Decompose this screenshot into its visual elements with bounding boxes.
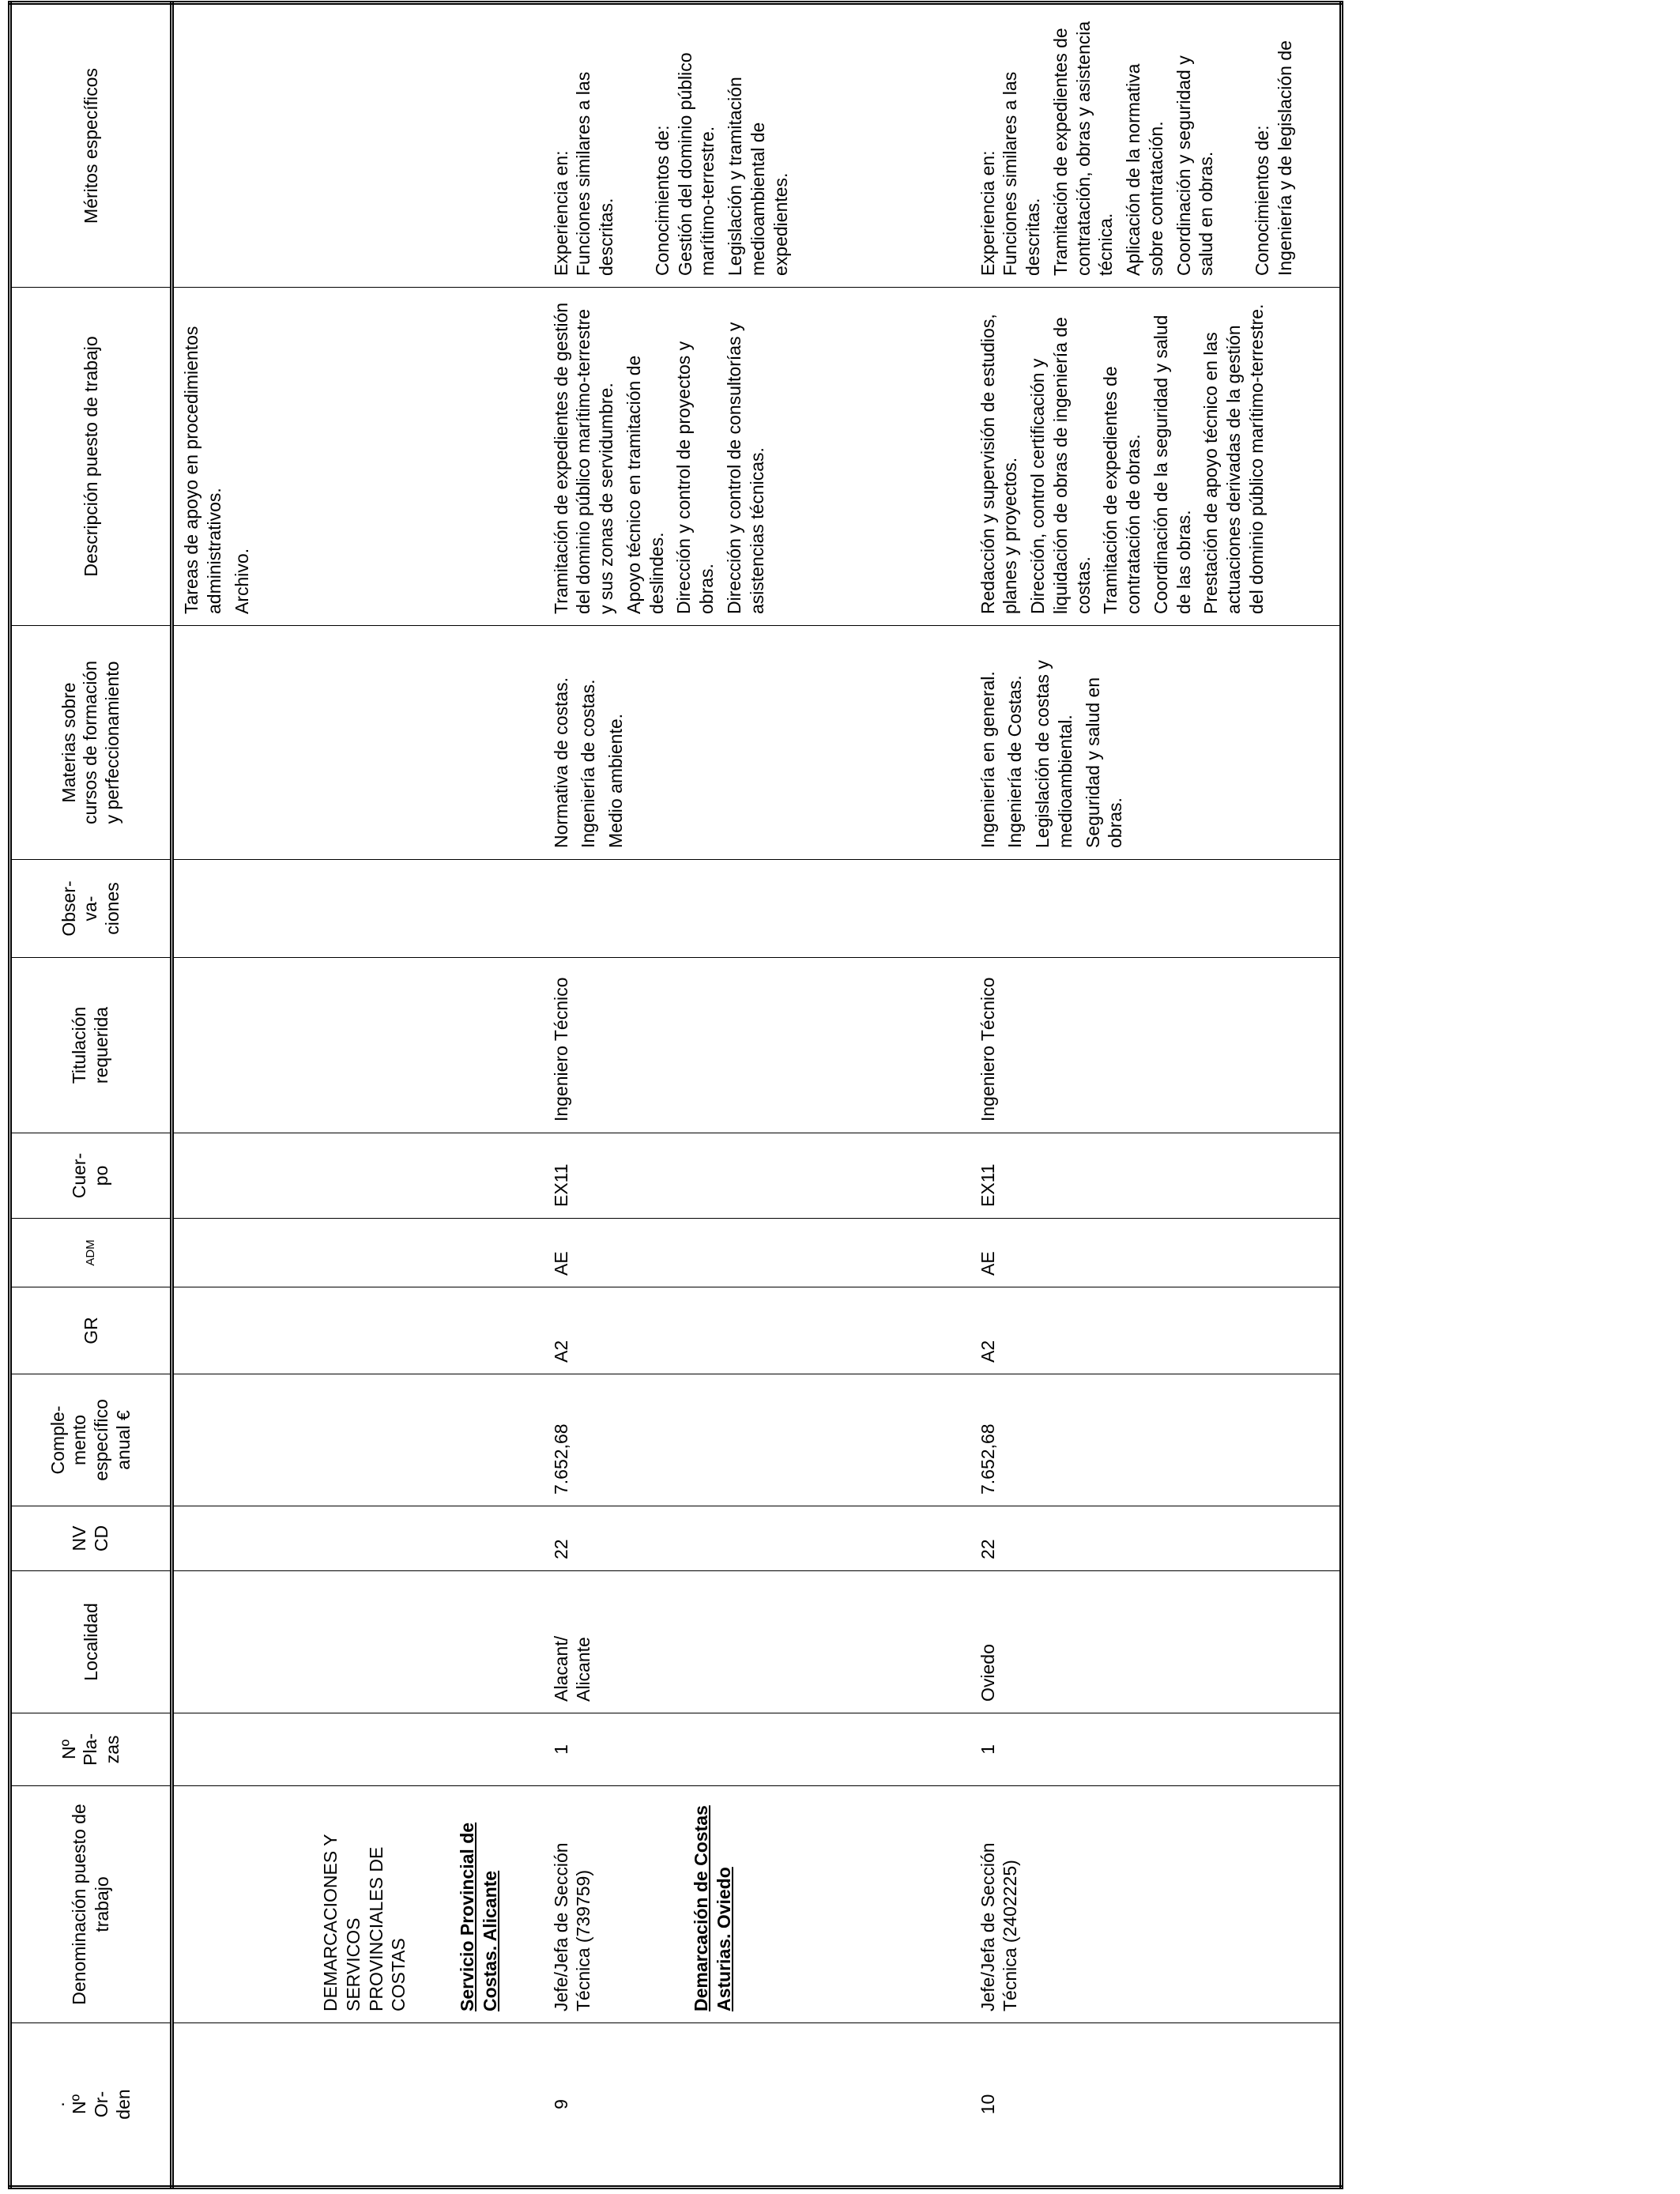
cell-observaciones	[172, 860, 544, 958]
job-positions-table	[8, 1, 1343, 2189]
meritos-con-label: Conocimientos de:	[1252, 125, 1272, 276]
header-cuerpo-line: po	[90, 1165, 111, 1186]
list-item: Tramitación de expedientes de contratación, obras y asistencia técnica.	[1049, 21, 1117, 276]
cell-meritos	[172, 3, 544, 288]
cell-descripcion	[970, 288, 1342, 626]
list-item: Dirección y control de proyectos y obras.	[673, 341, 717, 614]
cell-gr: A2	[544, 1287, 970, 1374]
cell-observaciones	[970, 860, 1342, 958]
table-row-10	[970, 3, 1342, 2188]
rotated-table-wrapper	[8, 5, 1343, 2189]
header-plazas-line: Pla-	[80, 1733, 101, 1766]
header-observaciones-line: va-	[80, 895, 101, 922]
header-plazas	[10, 1713, 172, 1786]
cell-nivel	[172, 1506, 544, 1571]
cell-materias	[970, 626, 1342, 860]
table-row-9	[544, 3, 970, 2188]
header-materias-line: Materias sobre	[58, 682, 79, 803]
cell-gr: A2	[970, 1287, 1342, 1374]
list-item: Apoyo técnico en tramitación de deslindes.	[623, 355, 667, 614]
list-item: Legislación de costas y medioambiental.	[1032, 660, 1075, 848]
cell-cuerpo	[172, 1133, 544, 1219]
list-item: Archivo.	[231, 548, 252, 614]
list-item: Coordinación y seguridad y salud en obras.	[1173, 55, 1217, 276]
list-item: Funciones similares a las descritas.	[1000, 71, 1043, 276]
cell-localidad: Alacant/ Alicante	[544, 1571, 970, 1713]
header-plazas-line: Nº	[58, 1740, 79, 1760]
list-item: Dirección, control certificación y liquidación de obras de ingeniería de costas.	[1027, 317, 1094, 614]
list-item: Ingeniería de costas.	[578, 679, 599, 848]
cell-orden: 10	[970, 2023, 1342, 2188]
list-item: Funciones similares a las descritas.	[573, 71, 616, 276]
section-title: DEMARCACIONES Y SERVICOS PROVINCIALES DE COSTAS	[320, 1834, 409, 2011]
header-complemento-line: específico	[90, 1399, 111, 1481]
list-item: Coordinación de la seguridad y salud de las obras.	[1150, 315, 1194, 614]
cell-meritos	[970, 3, 1342, 288]
cell-nivel: 22	[970, 1506, 1342, 1571]
header-titulacion	[10, 958, 172, 1133]
list-item: Seguridad y salud en obras.	[1082, 677, 1126, 848]
cell-materias	[172, 626, 544, 860]
table-header	[10, 3, 172, 2188]
cell-denominacion: Jefe/Jefa de Sección Técnica (2402225)	[970, 1786, 1342, 2023]
header-observaciones	[10, 860, 172, 958]
cell-descripcion	[544, 288, 970, 626]
header-complemento-line: mento	[69, 1415, 90, 1465]
list-item: Gestión del dominio público marítimo-terrestre.	[674, 52, 718, 276]
header-cuerpo	[10, 1133, 172, 1219]
list-item: Dirección y control de consultorías y asistencias técnicas.	[723, 322, 767, 614]
cell-complemento: 7.652,68	[970, 1374, 1342, 1506]
header-plazas-line: zas	[101, 1735, 122, 1764]
header-orden-line: Nº	[69, 2094, 90, 2115]
meritos-exp-label: Experiencia en:	[550, 150, 571, 276]
cell-nivel: 22	[544, 1506, 970, 1571]
header-complemento-line: Comple-	[47, 1405, 68, 1475]
header-orden-dot: .	[47, 2102, 68, 2107]
meritos-con-label: Conocimientos de:	[651, 125, 672, 276]
meritos-exp-label: Experiencia en:	[977, 150, 998, 276]
table-body	[172, 3, 1342, 2188]
cell-denominacion	[172, 1786, 544, 2023]
cell-titulacion: Ingeniero Técnico	[544, 958, 970, 1133]
list-item: Prestación de apoyo técnico en las actuaciones derivadas de la gestión del dominio público marítimo-terrestre.	[1200, 303, 1267, 614]
header-cuerpo-line: Cuer-	[69, 1152, 90, 1199]
header-nivel	[10, 1506, 172, 1571]
header-orden	[10, 2023, 172, 2188]
cell-adm: AE	[970, 1219, 1342, 1287]
header-nivel-line: NV	[69, 1525, 90, 1551]
cell-materias	[544, 626, 970, 860]
cell-titulacion: Ingeniero Técnico	[970, 958, 1342, 1133]
header-meritos: Méritos específicos	[10, 3, 172, 288]
list-item: Ingeniería de Costas.	[1004, 675, 1026, 848]
header-observaciones-line: Obser-	[58, 880, 79, 937]
cell-plazas: 1	[970, 1713, 1342, 1786]
cell-complemento: 7.652,68	[544, 1374, 970, 1506]
header-orden-line: den	[112, 2089, 134, 2120]
cell-plazas: 1	[544, 1713, 970, 1786]
list-item: Legislación y tramitación medioambiental de expedientes.	[725, 77, 791, 276]
list-item: Ingeniería y de legislación de	[1274, 40, 1295, 276]
header-complemento-line: anual €	[112, 1410, 134, 1470]
header-materias-line: y perfeccionamiento	[101, 661, 122, 824]
list-item: Aplicación de la normativa sobre contratación.	[1123, 63, 1166, 276]
cell-complemento	[172, 1374, 544, 1506]
header-gr: GR	[10, 1287, 172, 1374]
cell-meritos	[544, 3, 970, 288]
header-materias	[10, 626, 172, 860]
job-title: Jefe/Jefa de Sección Técnica (739759)	[550, 1842, 594, 2011]
cell-gr	[172, 1287, 544, 1374]
list-item: Tramitación de expedientes de contratación de obras.	[1100, 366, 1143, 614]
header-orden-line: Or-	[90, 2090, 111, 2118]
subsection-title-asturias: Demarcación de Costas Asturias. Oviedo	[691, 1805, 734, 2011]
header-adm: ADM	[10, 1219, 172, 1287]
cell-denominacion	[544, 1786, 970, 2023]
list-item: Redacción y supervisión de estudios, planes y proyectos.	[977, 314, 1021, 614]
cell-titulacion	[172, 958, 544, 1133]
list-item: Tramitación de expedientes de gestión del dominio público marítimo-terrestre y sus zonas de servidumbre.	[550, 302, 616, 614]
cell-cuerpo: EX11	[970, 1133, 1342, 1219]
list-item: Ingeniería en general.	[977, 671, 998, 848]
table-row-intro	[172, 3, 544, 2188]
cell-descripcion	[172, 288, 544, 626]
list-item: Normativa de costas.	[550, 677, 571, 848]
cell-localidad	[172, 1571, 544, 1713]
cell-cuerpo: EX11	[544, 1133, 970, 1219]
header-descripcion: Descripción puesto de trabajo	[10, 288, 172, 626]
header-row	[10, 3, 172, 2188]
header-titulacion-line: Titulación	[69, 1006, 90, 1084]
header-complemento	[10, 1374, 172, 1506]
cell-observaciones	[544, 860, 970, 958]
cell-plazas	[172, 1713, 544, 1786]
subsection-title-alicante: Servicio Provincial de Costas. Alicante	[457, 1822, 500, 2011]
cell-adm	[172, 1219, 544, 1287]
header-nivel-line: CD	[90, 1525, 111, 1552]
cell-orden: 9	[544, 2023, 970, 2188]
header-denominacion: Denominación puesto de trabajo	[10, 1786, 172, 2023]
header-materias-line: cursos de formación	[80, 660, 101, 825]
header-titulacion-line: requerida	[90, 1006, 111, 1084]
list-item: Medio ambiente.	[605, 713, 626, 848]
header-localidad: Localidad	[10, 1571, 172, 1713]
header-observaciones-line: ciones	[101, 882, 122, 935]
cell-orden	[172, 2023, 544, 2188]
cell-adm: AE	[544, 1219, 970, 1287]
list-item: Tareas de apoyo en procedimientos administrativos.	[181, 326, 224, 614]
cell-localidad: Oviedo	[970, 1571, 1342, 1713]
